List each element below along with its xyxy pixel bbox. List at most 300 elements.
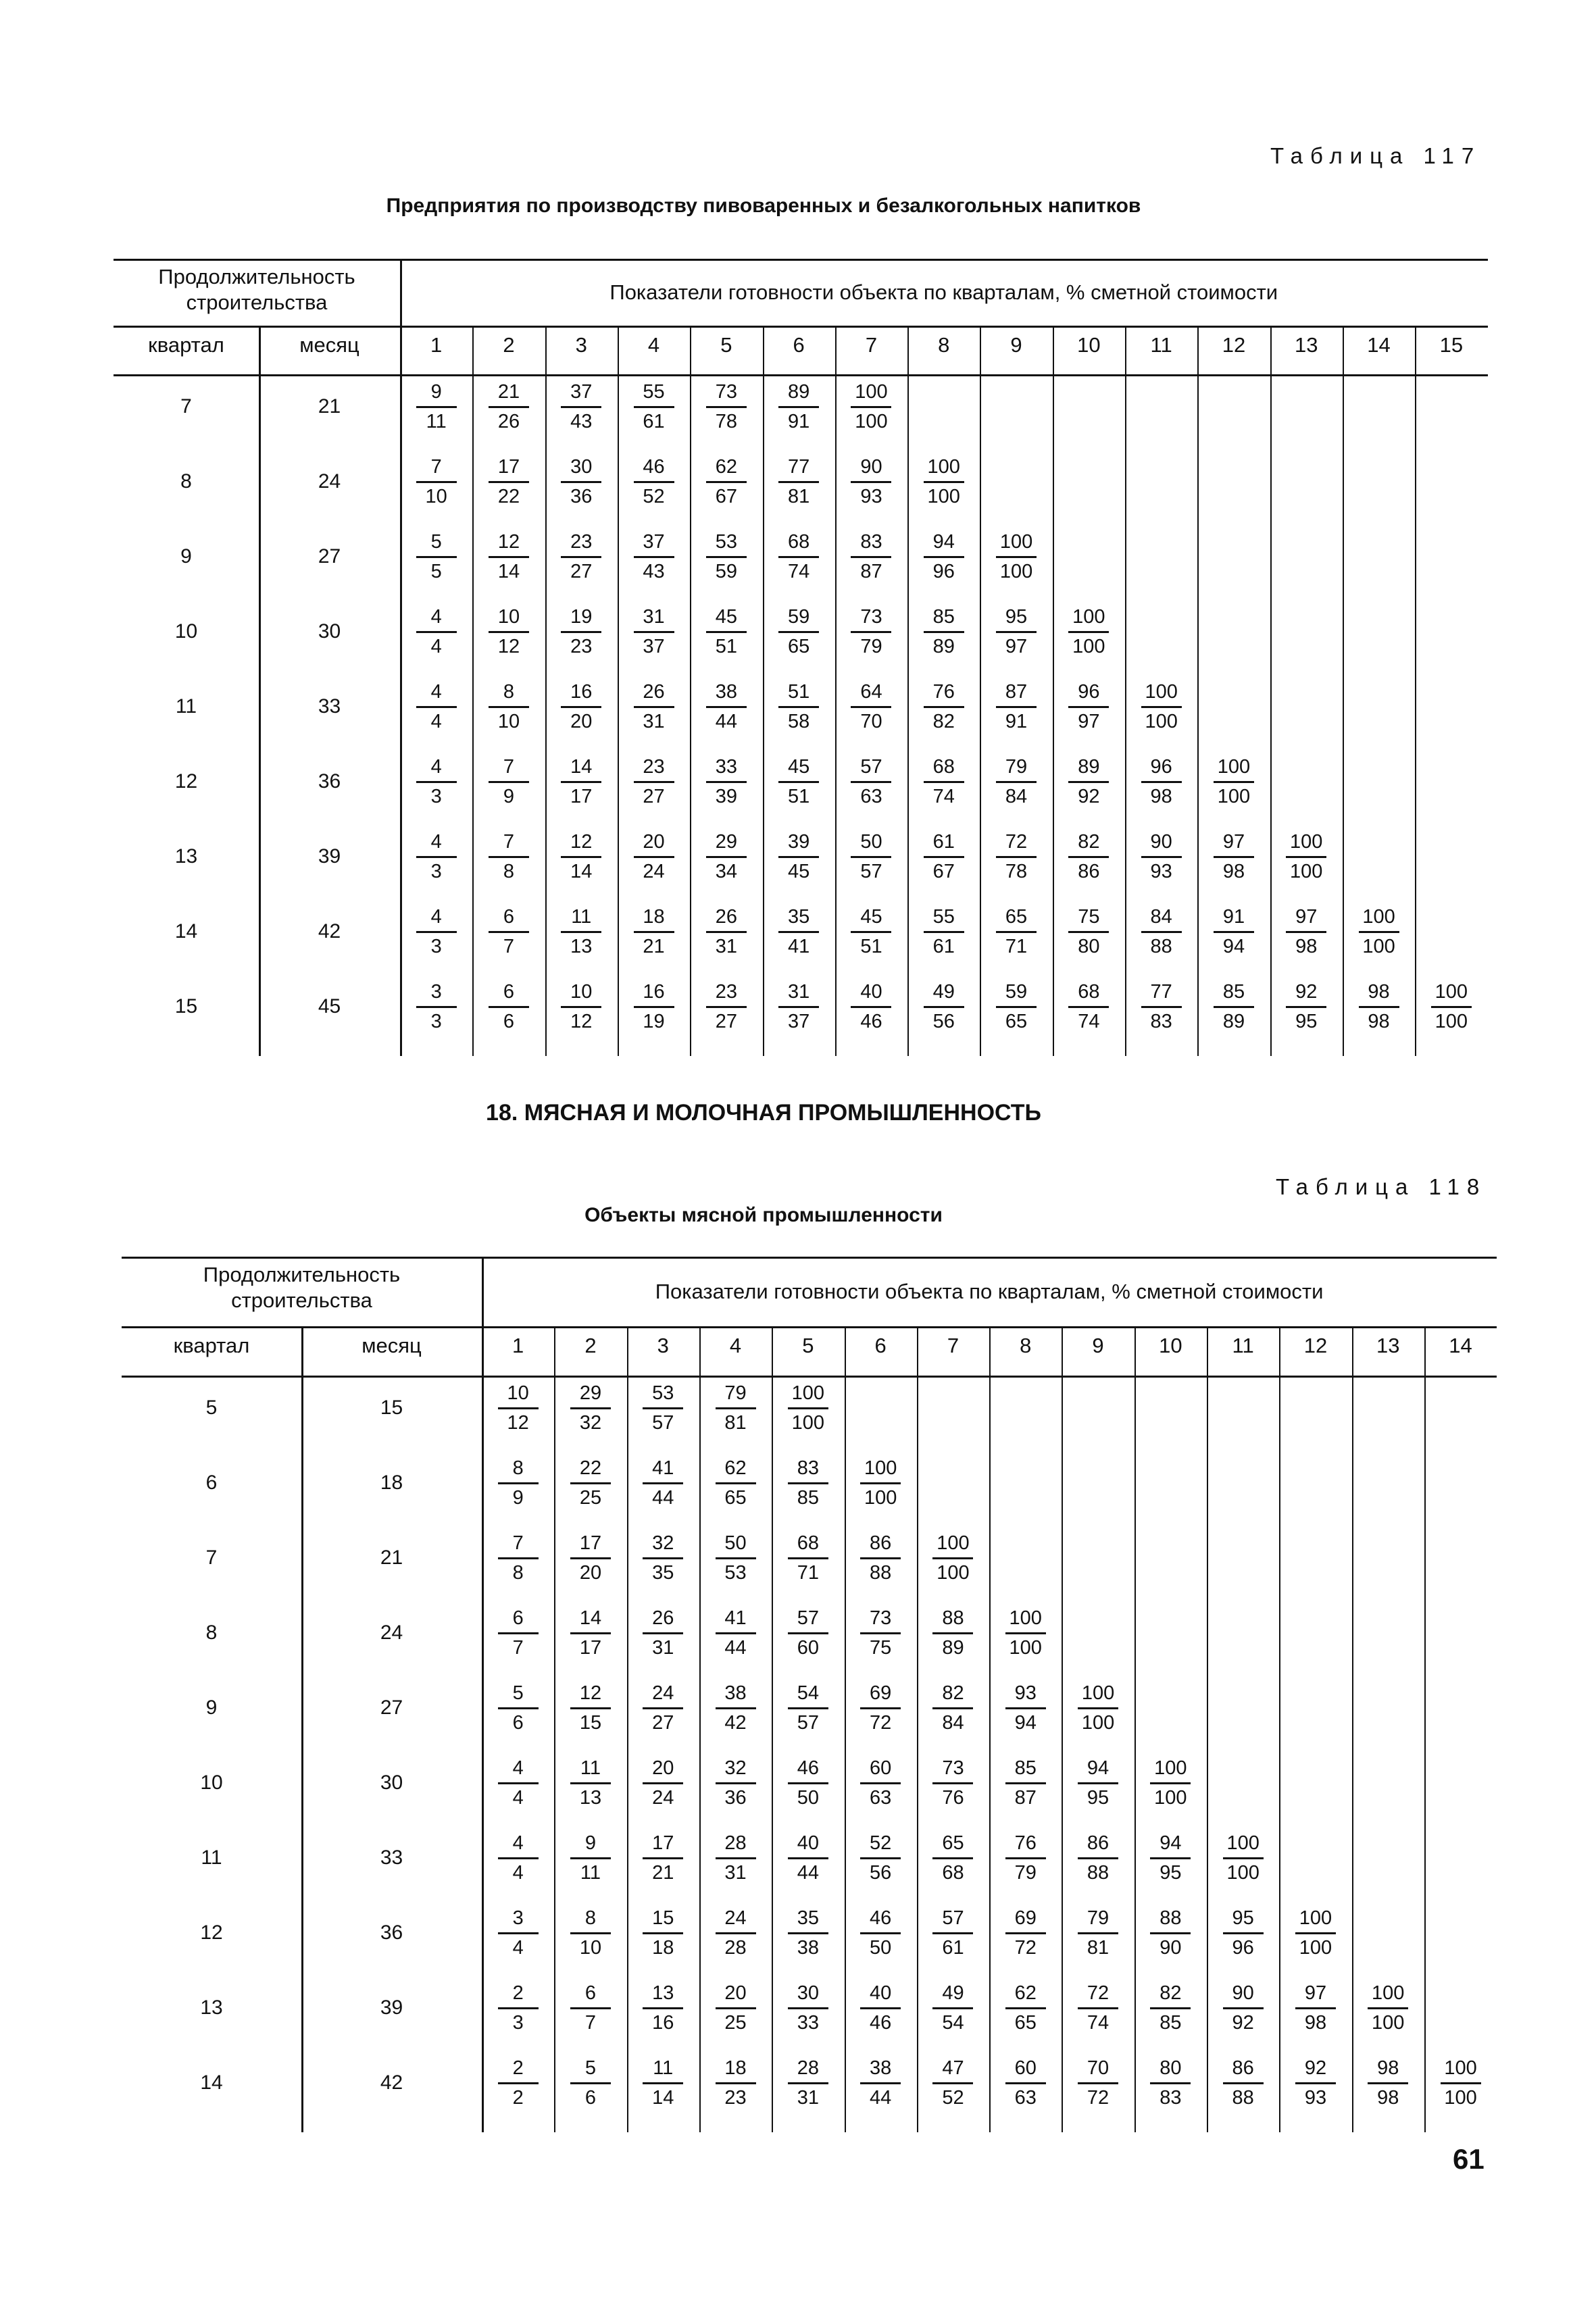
fraction-numerator: 5 <box>430 531 442 553</box>
fraction-denominator: 14 <box>652 2087 674 2109</box>
fraction-numerator: 53 <box>715 531 737 553</box>
fraction-bar <box>643 1407 683 1409</box>
fraction-numerator: 7 <box>512 1532 524 1554</box>
readiness-fraction <box>1125 680 1197 734</box>
fraction-bar <box>1078 1932 1118 1934</box>
fraction-bar <box>416 481 457 483</box>
row-month-cell: 36 <box>318 770 341 793</box>
fraction-bar <box>1214 856 1254 858</box>
fraction-denominator: 10 <box>497 711 520 732</box>
fraction-numerator: 98 <box>1377 2057 1399 2079</box>
fraction-denominator: 74 <box>1078 1011 1100 1032</box>
readiness-fraction <box>699 1981 772 2035</box>
readiness-fraction <box>699 1906 772 1960</box>
readiness-fraction <box>1415 980 1487 1034</box>
readiness-fraction <box>1207 1906 1279 1960</box>
fraction-bar <box>1005 1857 1046 1859</box>
fraction-bar <box>706 856 747 858</box>
fraction-denominator: 53 <box>724 1562 747 1584</box>
readiness-fraction <box>627 1381 699 1435</box>
fraction-denominator: 44 <box>652 1487 674 1509</box>
fraction-bar <box>851 481 891 483</box>
readiness-fraction <box>472 455 545 509</box>
quarter-header: квартал <box>148 333 224 357</box>
row-month-cell: 27 <box>318 545 341 568</box>
readiness-fraction <box>482 1531 554 1585</box>
fraction-numerator: 23 <box>715 981 737 1003</box>
fraction-bar <box>706 1006 747 1008</box>
fraction-denominator: 94 <box>1014 1712 1037 1734</box>
fraction-denominator: 54 <box>942 2012 964 2034</box>
fraction-bar <box>788 2082 828 2084</box>
fraction-numerator: 79 <box>724 1382 747 1404</box>
row-month-cell: 33 <box>380 1846 403 1869</box>
fraction-numerator: 41 <box>724 1607 747 1629</box>
readiness-fraction <box>907 755 980 809</box>
fraction-numerator: 39 <box>788 831 810 853</box>
fraction-bar <box>778 706 819 708</box>
fraction-numerator: 83 <box>797 1457 819 1479</box>
readiness-fraction <box>917 1906 989 1960</box>
fraction-bar <box>851 1006 891 1008</box>
fraction-denominator: 31 <box>797 2087 819 2109</box>
fraction-numerator: 40 <box>860 981 882 1003</box>
quarter-column-header: 5 <box>720 333 732 357</box>
fraction-denominator: 86 <box>1078 861 1100 882</box>
readiness-fraction <box>989 1681 1062 1735</box>
fraction-bar <box>924 781 964 783</box>
fraction-bar <box>1150 2007 1191 2009</box>
fraction-numerator: 85 <box>932 606 955 628</box>
fraction-denominator: 4 <box>430 711 442 732</box>
fraction-bar <box>706 781 747 783</box>
fraction-denominator: 83 <box>1159 2087 1182 2109</box>
fraction-numerator: 47 <box>942 2057 964 2079</box>
fraction-denominator: 100 <box>1290 861 1323 882</box>
section-18-heading: 18. МЯСНАЯ И МОЛОЧНАЯ ПРОМЫШЛЕННОСТЬ <box>486 1100 1041 1126</box>
fraction-bar <box>643 1482 683 1484</box>
fraction-bar <box>1150 1782 1191 1784</box>
fraction-bar <box>1214 781 1254 783</box>
fraction-numerator: 2 <box>512 2057 524 2079</box>
fraction-bar <box>851 931 891 933</box>
fraction-numerator: 90 <box>860 456 882 478</box>
fraction-bar <box>561 481 601 483</box>
fraction-numerator: 94 <box>932 531 955 553</box>
fraction-bar <box>634 406 674 408</box>
readiness-fraction <box>618 905 690 959</box>
fraction-bar <box>489 481 529 483</box>
fraction-numerator: 4 <box>430 831 442 853</box>
fraction-numerator: 23 <box>643 756 665 778</box>
readiness-fraction <box>1134 1981 1207 2035</box>
fraction-numerator: 10 <box>570 981 593 1003</box>
fraction-numerator: 14 <box>570 756 593 778</box>
fraction-bar <box>924 481 964 483</box>
fraction-bar <box>634 856 674 858</box>
fraction-denominator: 89 <box>932 636 955 657</box>
fraction-numerator: 100 <box>1145 681 1178 703</box>
readiness-fraction <box>472 755 545 809</box>
fraction-bar <box>634 706 674 708</box>
readiness-fraction <box>1197 905 1270 959</box>
fraction-denominator: 63 <box>860 786 882 807</box>
fraction-denominator: 31 <box>643 711 665 732</box>
readiness-fraction <box>1197 830 1270 884</box>
fraction-bar <box>643 1632 683 1634</box>
fraction-denominator: 46 <box>870 2012 892 2034</box>
readiness-fraction <box>400 455 472 509</box>
fraction-numerator: 84 <box>1150 906 1172 928</box>
fraction-bar <box>1141 1006 1182 1008</box>
fraction-denominator: 3 <box>512 2012 524 2034</box>
readiness-fraction <box>618 530 690 584</box>
fraction-numerator: 96 <box>1150 756 1172 778</box>
fraction-bar <box>860 2082 901 2084</box>
fraction-bar <box>1078 2007 1118 2009</box>
fraction-bar <box>1078 1857 1118 1859</box>
fraction-bar <box>778 406 819 408</box>
fraction-bar <box>788 1782 828 1784</box>
fraction-bar <box>634 931 674 933</box>
fraction-denominator: 65 <box>1014 2012 1037 2034</box>
readiness-fraction <box>627 1981 699 2035</box>
readiness-fraction <box>482 1831 554 1885</box>
fraction-denominator: 2 <box>512 2087 524 2109</box>
readiness-fraction <box>772 1531 844 1585</box>
page-number: 61 <box>1453 2143 1485 2175</box>
fraction-numerator: 100 <box>855 381 888 403</box>
fraction-numerator: 70 <box>1087 2057 1109 2079</box>
fraction-numerator: 59 <box>1005 981 1028 1003</box>
fraction-denominator: 78 <box>1005 861 1028 882</box>
fraction-bar <box>570 1932 611 1934</box>
row-month-cell: 39 <box>318 845 341 867</box>
indicators-header: Показатели готовности объекта по кварталам, % сметной стоимости <box>655 1279 1324 1303</box>
fraction-denominator: 82 <box>932 711 955 732</box>
fraction-denominator: 67 <box>932 861 955 882</box>
readiness-fraction <box>400 905 472 959</box>
fraction-bar <box>498 1857 539 1859</box>
quarter-column-header: 10 <box>1159 1334 1182 1357</box>
fraction-denominator: 6 <box>584 2087 597 2109</box>
fraction-denominator: 100 <box>1145 711 1178 732</box>
fraction-denominator: 50 <box>870 1937 892 1959</box>
fraction-denominator: 21 <box>652 1862 674 1884</box>
readiness-fraction <box>699 1681 772 1735</box>
readiness-fraction <box>763 905 835 959</box>
readiness-fraction <box>772 1756 844 1810</box>
fraction-denominator: 12 <box>497 636 520 657</box>
fraction-numerator: 14 <box>579 1607 602 1629</box>
fraction-denominator: 79 <box>1014 1862 1037 1884</box>
readiness-fraction <box>1134 1906 1207 1960</box>
fraction-denominator: 89 <box>942 1637 964 1659</box>
readiness-fraction <box>400 530 472 584</box>
fraction-numerator: 60 <box>870 1757 892 1779</box>
readiness-fraction <box>554 1756 626 1810</box>
readiness-fraction <box>845 1606 917 1660</box>
fraction-denominator: 24 <box>652 1787 674 1809</box>
readiness-fraction <box>907 905 980 959</box>
fraction-numerator: 64 <box>860 681 882 703</box>
fraction-bar <box>634 781 674 783</box>
fraction-bar <box>778 481 819 483</box>
fraction-bar <box>643 1782 683 1784</box>
readiness-fraction <box>845 1756 917 1810</box>
fraction-denominator: 84 <box>1005 786 1028 807</box>
readiness-fraction <box>907 830 980 884</box>
fraction-numerator: 61 <box>932 831 955 853</box>
fraction-bar <box>570 1407 611 1409</box>
fraction-numerator: 12 <box>497 531 520 553</box>
fraction-bar <box>1141 706 1182 708</box>
fraction-numerator: 3 <box>430 981 442 1003</box>
readiness-fraction <box>545 605 618 659</box>
fraction-bar <box>851 556 891 558</box>
readiness-fraction <box>1343 980 1415 1034</box>
fraction-denominator: 88 <box>870 1562 892 1584</box>
fraction-bar <box>778 931 819 933</box>
fraction-denominator: 93 <box>1150 861 1172 882</box>
fraction-bar <box>996 556 1037 558</box>
readiness-fraction <box>699 1456 772 1510</box>
fraction-numerator: 53 <box>652 1382 674 1404</box>
fraction-denominator: 98 <box>1295 936 1318 957</box>
fraction-bar <box>1005 1782 1046 1784</box>
readiness-fraction <box>917 2056 989 2110</box>
fraction-denominator: 76 <box>942 1787 964 1809</box>
fraction-bar <box>788 1707 828 1709</box>
fraction-numerator: 38 <box>724 1682 747 1704</box>
fraction-numerator: 37 <box>643 531 665 553</box>
readiness-fraction <box>482 1906 554 1960</box>
fraction-bar <box>416 406 457 408</box>
fraction-bar <box>716 1557 756 1559</box>
fraction-bar <box>1150 2082 1191 2084</box>
readiness-fraction <box>1053 905 1125 959</box>
fraction-bar <box>643 1857 683 1859</box>
fraction-bar <box>1286 931 1326 933</box>
fraction-denominator: 44 <box>870 2087 892 2109</box>
fraction-bar <box>1141 856 1182 858</box>
fraction-denominator: 71 <box>797 1562 819 1584</box>
fraction-denominator: 91 <box>1005 711 1028 732</box>
fraction-numerator: 90 <box>1150 831 1172 853</box>
fraction-denominator: 18 <box>652 1937 674 1959</box>
column-divider-rule <box>1424 1326 1426 2132</box>
fraction-bar <box>716 1707 756 1709</box>
readiness-fraction <box>690 380 762 434</box>
fraction-bar <box>932 1932 973 1934</box>
fraction-bar <box>498 1407 539 1409</box>
fraction-bar <box>932 1857 973 1859</box>
quarter-column-header: 1 <box>512 1334 524 1357</box>
fraction-bar <box>1295 2007 1336 2009</box>
fraction-bar <box>851 856 891 858</box>
fraction-denominator: 97 <box>1078 711 1100 732</box>
row-month-cell: 42 <box>380 2071 403 2094</box>
fraction-denominator: 92 <box>1078 786 1100 807</box>
readiness-fraction <box>482 1456 554 1510</box>
fraction-numerator: 6 <box>503 981 515 1003</box>
fraction-numerator: 23 <box>570 531 593 553</box>
fraction-bar <box>932 1632 973 1634</box>
readiness-fraction <box>917 1531 989 1585</box>
fraction-bar <box>932 2082 973 2084</box>
fraction-bar <box>1068 781 1109 783</box>
fraction-numerator: 82 <box>942 1682 964 1704</box>
fraction-numerator: 8 <box>512 1457 524 1479</box>
fraction-denominator: 52 <box>942 2087 964 2109</box>
fraction-numerator: 87 <box>1005 681 1028 703</box>
fraction-denominator: 13 <box>570 936 593 957</box>
fraction-denominator: 93 <box>860 486 882 507</box>
readiness-fraction <box>554 1606 626 1660</box>
fraction-numerator: 82 <box>1159 1982 1182 2004</box>
fraction-numerator: 21 <box>497 381 520 403</box>
fraction-bar <box>643 1557 683 1559</box>
fraction-bar <box>498 1782 539 1784</box>
fraction-numerator: 12 <box>570 831 593 853</box>
row-month-cell: 21 <box>380 1546 403 1569</box>
fraction-denominator: 74 <box>788 561 810 582</box>
row-quarter-cell: 11 <box>175 695 197 718</box>
readiness-fraction <box>1053 605 1125 659</box>
fraction-numerator: 32 <box>724 1757 747 1779</box>
fraction-bar <box>1368 2082 1408 2084</box>
fraction-bar <box>1068 631 1109 633</box>
fraction-numerator: 26 <box>715 906 737 928</box>
fraction-bar <box>778 556 819 558</box>
fraction-bar <box>561 931 601 933</box>
readiness-fraction <box>482 1681 554 1735</box>
fraction-bar <box>416 856 457 858</box>
readiness-fraction <box>772 2056 844 2110</box>
fraction-bar <box>1078 1707 1118 1709</box>
fraction-numerator: 33 <box>715 756 737 778</box>
fraction-denominator: 27 <box>715 1011 737 1032</box>
fraction-numerator: 94 <box>1087 1757 1109 1779</box>
fraction-numerator: 100 <box>1072 606 1105 628</box>
fraction-denominator: 19 <box>643 1011 665 1032</box>
fraction-denominator: 90 <box>1159 1937 1182 1959</box>
fraction-bar <box>706 481 747 483</box>
fraction-bar <box>498 1707 539 1709</box>
fraction-bar <box>1141 781 1182 783</box>
readiness-fraction <box>618 455 690 509</box>
fraction-denominator: 33 <box>797 2012 819 2034</box>
fraction-numerator: 100 <box>864 1457 897 1479</box>
fraction-bar <box>860 1932 901 1934</box>
fraction-bar <box>716 2082 756 2084</box>
fraction-numerator: 3 <box>512 1907 524 1929</box>
fraction-numerator: 100 <box>1290 831 1323 853</box>
fraction-numerator: 100 <box>1081 1682 1115 1704</box>
quarter-column-header: 12 <box>1222 333 1246 357</box>
fraction-denominator: 4 <box>430 636 442 657</box>
fraction-denominator: 24 <box>643 861 665 882</box>
readiness-fraction <box>545 905 618 959</box>
fraction-numerator: 92 <box>1304 2057 1327 2079</box>
fraction-numerator: 57 <box>860 756 882 778</box>
fraction-denominator: 8 <box>503 861 515 882</box>
fraction-bar <box>788 1557 828 1559</box>
readiness-fraction <box>627 2056 699 2110</box>
fraction-bar <box>788 1857 828 1859</box>
readiness-fraction <box>1062 1906 1134 1960</box>
fraction-numerator: 95 <box>1005 606 1028 628</box>
fraction-denominator: 61 <box>932 936 955 957</box>
fraction-denominator: 21 <box>643 936 665 957</box>
fraction-denominator: 16 <box>652 2012 674 2034</box>
fraction-bar <box>489 556 529 558</box>
readiness-fraction <box>1125 905 1197 959</box>
readiness-fraction <box>763 380 835 434</box>
fraction-denominator: 41 <box>788 936 810 957</box>
fraction-denominator: 7 <box>503 936 515 957</box>
fraction-bar <box>570 1632 611 1634</box>
fraction-bar <box>1214 931 1254 933</box>
quarter-column-header: 6 <box>793 333 805 357</box>
readiness-fraction <box>1424 2056 1497 2110</box>
fraction-numerator: 4 <box>430 606 442 628</box>
row-quarter-cell: 10 <box>174 620 198 643</box>
fraction-denominator: 87 <box>860 561 882 582</box>
quarter-column-header: 10 <box>1077 333 1101 357</box>
row-quarter-cell: 11 <box>201 1846 222 1869</box>
readiness-fraction <box>1207 2056 1279 2110</box>
fraction-numerator: 100 <box>1362 906 1395 928</box>
fraction-denominator: 8 <box>512 1562 524 1584</box>
fraction-numerator: 24 <box>724 1907 747 1929</box>
fraction-denominator: 81 <box>1087 1937 1109 1959</box>
fraction-bar <box>716 1407 756 1409</box>
fraction-denominator: 61 <box>942 1937 964 1959</box>
fraction-denominator: 72 <box>870 1712 892 1734</box>
fraction-bar <box>489 406 529 408</box>
fraction-bar <box>1431 1006 1472 1008</box>
row-month-cell: 27 <box>380 1696 403 1719</box>
readiness-fraction <box>907 605 980 659</box>
fraction-numerator: 68 <box>1078 981 1100 1003</box>
fraction-bar <box>489 931 529 933</box>
fraction-denominator: 56 <box>870 1862 892 1884</box>
fraction-numerator: 68 <box>797 1532 819 1554</box>
readiness-fraction <box>917 1831 989 1885</box>
quarter-column-header: 3 <box>657 1334 669 1357</box>
fraction-bar <box>561 631 601 633</box>
fraction-numerator: 31 <box>643 606 665 628</box>
fraction-numerator: 100 <box>927 456 960 478</box>
readiness-fraction <box>989 1606 1062 1660</box>
fraction-denominator: 6 <box>503 1011 515 1032</box>
fraction-bar <box>716 1482 756 1484</box>
fraction-denominator: 14 <box>570 861 593 882</box>
fraction-numerator: 54 <box>797 1682 819 1704</box>
fraction-denominator: 91 <box>788 411 810 432</box>
table-top-rule <box>114 259 1488 261</box>
fraction-bar <box>706 556 747 558</box>
fraction-numerator: 86 <box>1232 2057 1254 2079</box>
row-quarter-cell: 15 <box>174 995 198 1017</box>
readiness-fraction <box>1134 2056 1207 2110</box>
row-month-cell: 33 <box>318 695 341 718</box>
fraction-numerator: 59 <box>788 606 810 628</box>
readiness-fraction <box>1279 1981 1351 2035</box>
fraction-denominator: 68 <box>942 1862 964 1884</box>
fraction-numerator: 49 <box>932 981 955 1003</box>
